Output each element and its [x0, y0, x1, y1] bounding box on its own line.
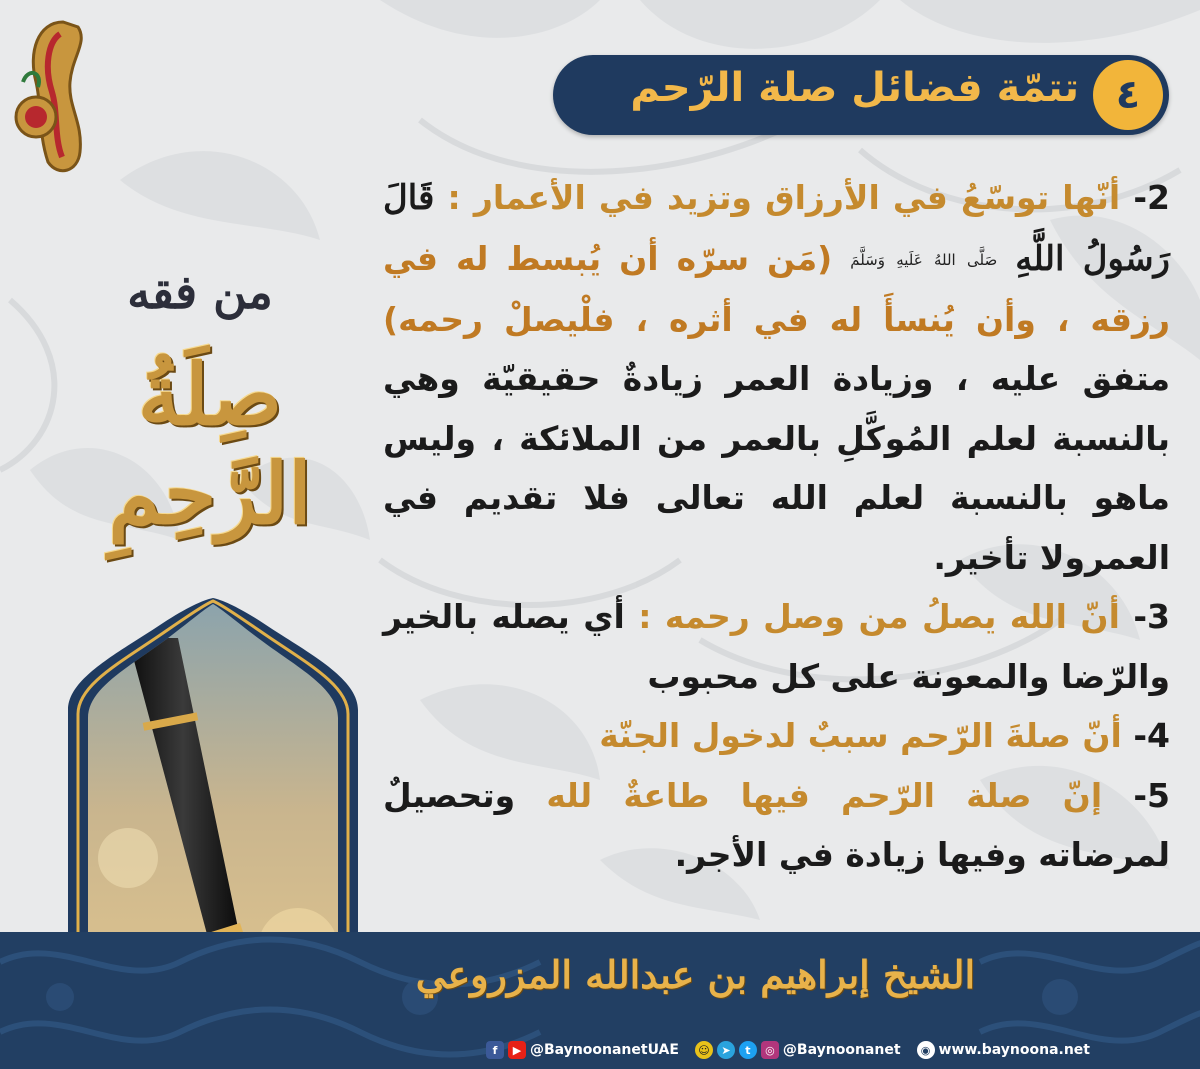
sheikh-signature: الشيخ إبراهيم بن عبدالله المزروعي — [415, 952, 975, 997]
website-link[interactable]: www.baynoona.net — [938, 1042, 1090, 1058]
prophet-said: قَالَ رَسُولُ اللَّهِ — [383, 178, 1170, 279]
calligraphy-title — [40, 325, 380, 543]
youtube-icon[interactable]: ▶ — [508, 1041, 526, 1059]
social-bar — [486, 1038, 1090, 1062]
point-2-number: 2- — [1133, 178, 1170, 217]
facebook-icon[interactable]: f — [486, 1041, 504, 1059]
telegram-icon[interactable]: ➤ — [717, 1041, 735, 1059]
point-2 — [383, 168, 1170, 587]
point-5-number: 5- — [1133, 775, 1170, 815]
point-5 — [383, 766, 1170, 885]
point-3-heading: أنّ الله يصلُ من وصل رحمه : — [638, 597, 1120, 637]
main-content — [383, 168, 1170, 885]
point-4 — [383, 706, 1170, 766]
point-3 — [383, 587, 1170, 706]
point-2-body: وزيادة العمر زيادةٌ حقيقيّة وهي بالنسبة لعلم المُوكَّلِ بالعمر من الملائكة ، وليس ماهو بالنسبة لعلم الله تعالى فلا تقديم في العمرولا تأخير. — [383, 359, 1170, 577]
point-5-heading: إنّ صلة الرّحم فيها طاعةٌ لله — [546, 775, 1103, 815]
brand-logo — [8, 12, 108, 177]
point-3-number: 3- — [1133, 597, 1170, 637]
point-4-number: 4- — [1133, 716, 1170, 756]
web-icon[interactable]: ◉ — [917, 1041, 935, 1059]
point-3-body: أي يصله بالخير والرّضا والمعونة على كل محبوب — [383, 597, 1170, 696]
point-5-body: وتحصيلٌ لمرضاته وفيها زيادة في الأجر. — [383, 775, 1170, 875]
pbuh-salutation: صَلَّى اللهُ عَلَيهِ وَسَلَّمَ — [850, 250, 998, 269]
section-header — [553, 55, 1169, 135]
twitter-icon[interactable]: t — [739, 1041, 757, 1059]
hadith-text: (مَن سرّه أن يُبسط له في رزقه ، وأن يُنسأَ له في أثره ، فلْيصلْ رحمه) — [383, 238, 1170, 339]
snapchat-icon[interactable]: ☺ — [695, 1041, 713, 1059]
instagram-icon[interactable]: ◎ — [761, 1041, 779, 1059]
hadith-source: متفق عليه ، — [955, 359, 1170, 399]
section-title: تتمّة فضائل صلة الرّحم — [630, 65, 1079, 111]
point-4-heading: أنّ صلةَ الرّحم سببٌ لدخول الجنّة — [599, 716, 1122, 756]
calligraphy-title-text: صِلَةُ الرَّحِمِ — [108, 345, 312, 543]
handle-uae[interactable]: @BaynoonanetUAE — [530, 1042, 679, 1058]
point-2-heading: أنّها توسّعُ في الأرزاق وتزيد في الأعمار : — [447, 178, 1121, 217]
section-number-badge: ٤ — [1093, 60, 1163, 130]
handle[interactable]: @Baynoonanet — [782, 1042, 901, 1058]
series-subtitle: من فقه — [127, 265, 273, 319]
